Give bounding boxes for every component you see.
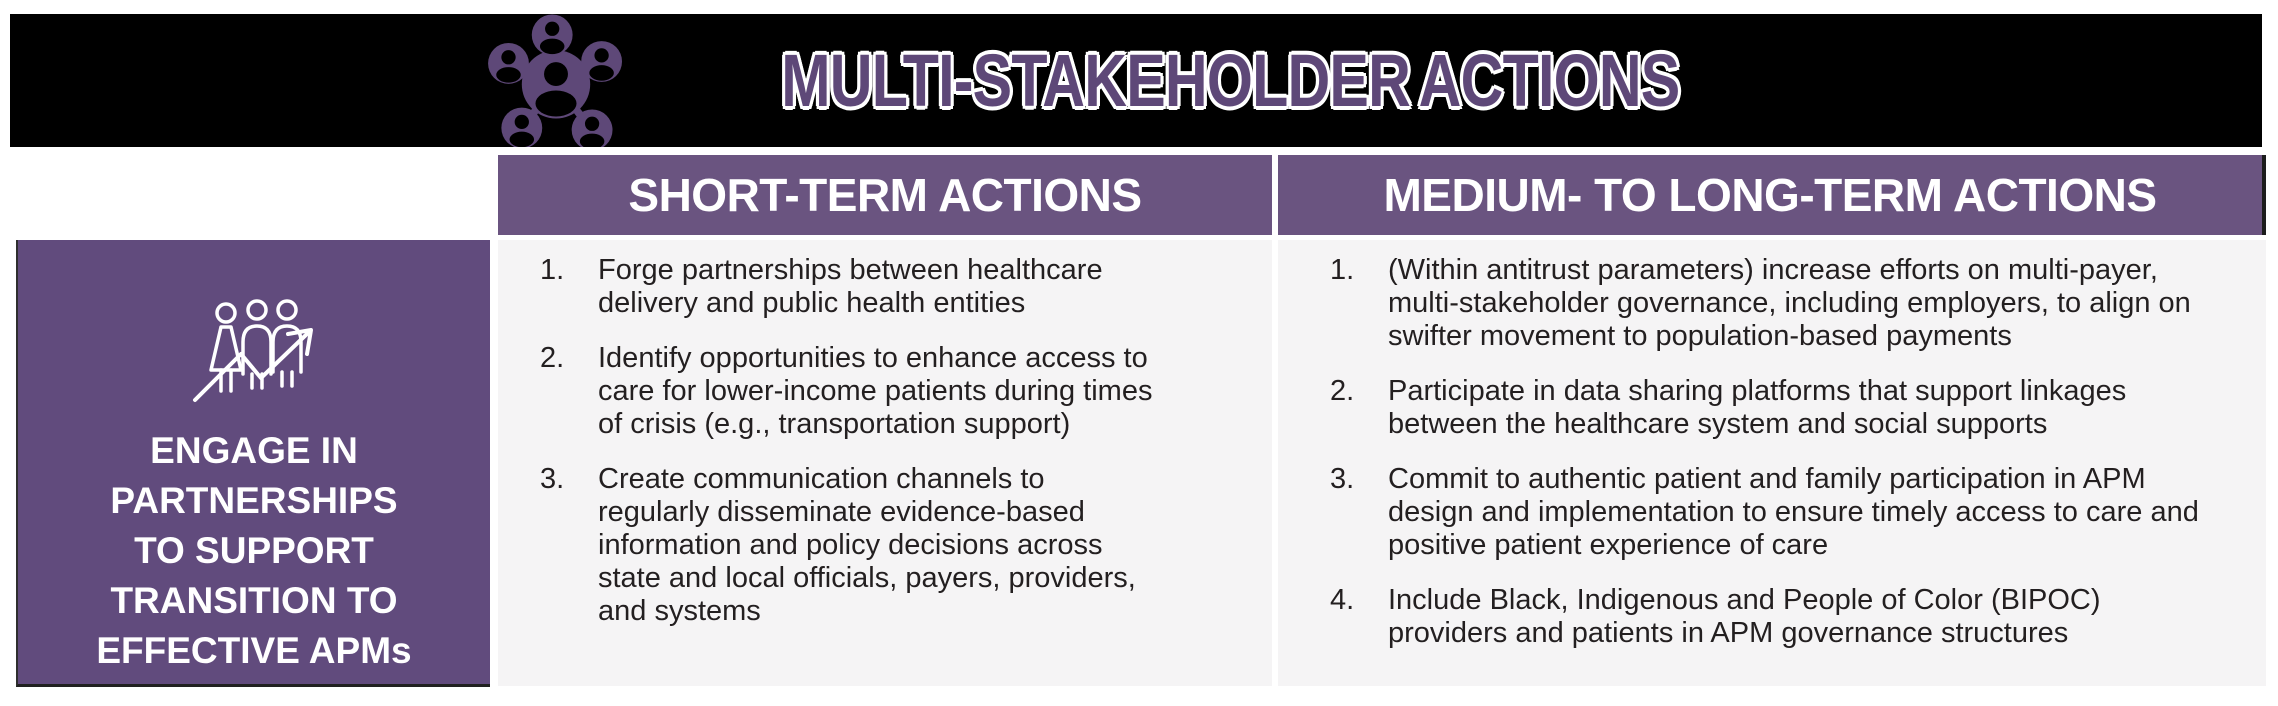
medium-long-term-actions-cell — [1278, 240, 2266, 686]
short-term-actions-list — [498, 240, 1272, 628]
category-label-line: EFFECTIVE APMs — [96, 630, 412, 671]
category-label-line: PARTNERSHIPS — [110, 480, 398, 521]
list-item: Include Black, Indigenous and People of Color (BIPOC) providers and patients in APM governance structures — [1388, 584, 2101, 649]
banner — [10, 14, 2262, 147]
page-title: MULTI-STAKEHOLDER ACTIONS — [780, 39, 1680, 122]
medium-long-term-actions-list — [1278, 240, 2266, 650]
category-label-line: TO SUPPORT — [134, 530, 374, 571]
category-cell-engage-partnerships — [16, 240, 490, 687]
list-item: Identify opportunities to enhance access to care for lower-income patients during times of crisis (e.g., transportation support) — [598, 342, 1153, 440]
column-header-medium-long-term — [1278, 155, 2266, 235]
column-header-short-term-label: SHORT-TERM ACTIONS — [628, 169, 1142, 221]
list-item: Create communication channels to regularly disseminate evidence-based information and policy decisions across state and local officials, payers, providers, and systems — [598, 463, 1136, 627]
column-header-short-term — [498, 155, 1272, 235]
category-label-line: ENGAGE IN — [150, 430, 358, 471]
list-item: Participate in data sharing platforms that support linkages between the healthcare system and social supports — [1388, 375, 2127, 440]
category-label — [96, 426, 411, 676]
list-item: Forge partnerships between healthcare delivery and public health entities — [598, 254, 1103, 319]
category-label-line: TRANSITION TO — [110, 580, 398, 621]
people-growth-arrow-icon — [179, 288, 329, 404]
column-header-medium-long-term-label: MEDIUM- TO LONG-TERM ACTIONS — [1383, 169, 2157, 221]
short-term-actions-cell — [498, 240, 1272, 686]
list-item: (Within antitrust parameters) increase efforts on multi-payer, multi-stakeholder governance, including employers, to align on swifter movement to population-based payments — [1388, 254, 2191, 352]
list-item: Commit to authentic patient and family participation in APM design and implementation to ensure timely access to care and positive patient experience of care — [1388, 463, 2199, 561]
people-network-icon — [481, 14, 631, 147]
